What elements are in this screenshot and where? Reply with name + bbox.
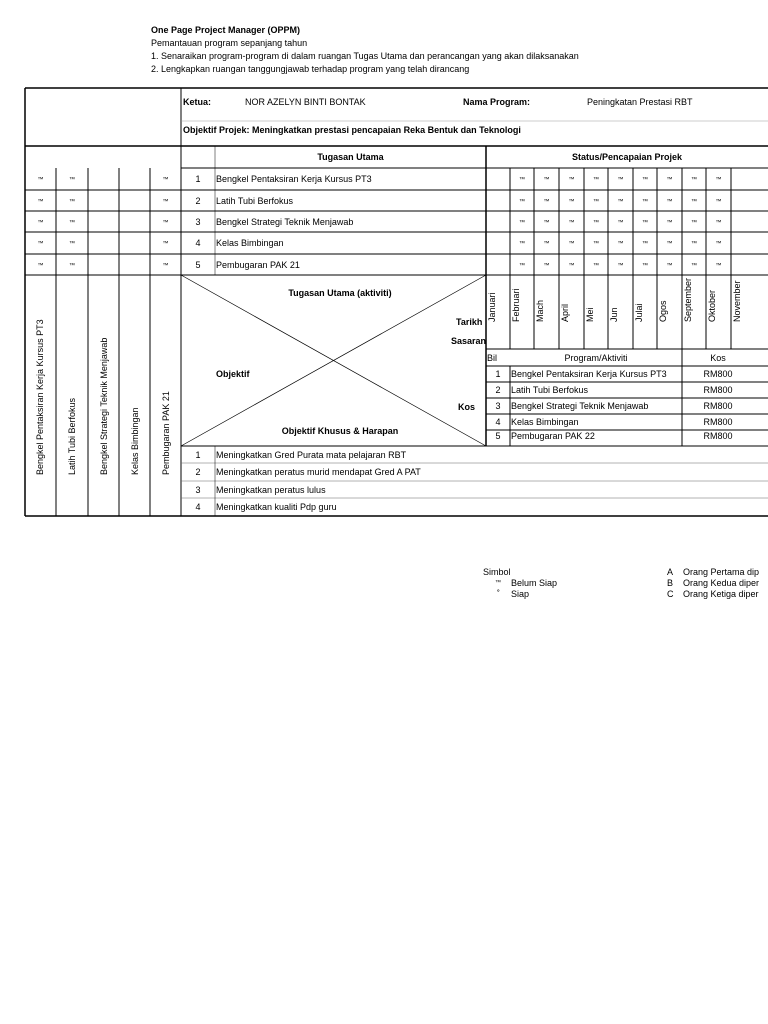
month-label: Jun	[609, 307, 619, 322]
legend-title: Simbol	[483, 567, 511, 577]
legend-symbol: ˚	[497, 589, 500, 599]
status-mark: ™	[642, 177, 648, 183]
status-mark: ™	[543, 263, 550, 269]
month-header	[707, 276, 719, 322]
objective-number: 1	[195, 450, 201, 460]
month-header	[585, 276, 597, 322]
status-mark: ™	[162, 220, 169, 226]
month-header	[487, 276, 499, 322]
objective-text: Meningkatkan peratus lulus	[216, 485, 326, 495]
cost-row-program: Kelas Bimbingan	[511, 417, 579, 427]
cost-row-program: Bengkel Strategi Teknik Menjawab	[511, 401, 649, 411]
cost-row-program: Latih Tubi Berfokus	[511, 385, 589, 395]
legend-label: Belum Siap	[511, 578, 558, 588]
cost-row-number: 3	[495, 401, 501, 411]
status-mark: ™	[568, 177, 575, 183]
month-label: Oktober	[707, 289, 717, 322]
legend-symbol: ™	[495, 580, 501, 586]
responsibility-label: Bengkel Pentaksiran Kerja Kursus PT3	[35, 319, 45, 475]
status-mark: ™	[568, 220, 575, 226]
objective-text: Meningkatkan Gred Purata mata pelajaran RBT	[216, 450, 407, 460]
status-mark: ™	[617, 263, 624, 269]
task-name: Latih Tubi Berfokus	[216, 196, 294, 206]
task-number: 3	[195, 217, 201, 227]
status-mark: ™	[715, 199, 722, 205]
status-mark: ™	[715, 263, 722, 269]
status-mark: ™	[691, 263, 697, 269]
cost-header-program: Program/Aktiviti	[564, 353, 628, 363]
status-mark: ™	[666, 177, 673, 183]
objective-number: 2	[195, 467, 201, 477]
responsibility-label: Bengkel Strategi Teknik Menjawab	[99, 337, 109, 475]
month-header	[560, 276, 572, 322]
task-number: 2	[195, 196, 201, 206]
tugasan-utama-heading: Tugasan Utama	[317, 152, 384, 162]
cost-row-program: Bengkel Pentaksiran Kerja Kursus PT3	[511, 369, 667, 379]
month-label: Januari	[487, 292, 497, 322]
status-mark: ™	[162, 241, 169, 247]
objective-number: 3	[195, 485, 201, 495]
cost-row-kos: RM800	[703, 431, 733, 441]
status-mark: ™	[691, 220, 697, 226]
task-name: Bengkel Pentaksiran Kerja Kursus PT3	[216, 174, 372, 184]
objective-number: 4	[195, 502, 201, 512]
role-label: Orang Pertama dip	[683, 567, 760, 577]
responsibility-label: Pembugaran PAK 21	[161, 391, 171, 475]
status-mark: ™	[691, 177, 697, 183]
cost-row-number: 4	[495, 417, 501, 427]
cost-row-kos: RM800	[703, 385, 733, 395]
month-header	[609, 276, 621, 322]
status-mark: ™	[642, 199, 648, 205]
month-header	[732, 276, 744, 322]
status-mark: ™	[691, 199, 697, 205]
cost-header-bil: Bil	[487, 353, 498, 363]
month-label: Februari	[511, 288, 521, 322]
status-mark: ™	[666, 220, 673, 226]
month-header	[511, 276, 523, 322]
status-mark: ™	[69, 263, 75, 269]
month-label: Ogos	[658, 300, 668, 322]
status-mark: ™	[519, 177, 525, 183]
status-heading: Status/Pencapaian Projek	[571, 152, 683, 162]
header-line: 2. Lengkapkan ruangan tanggungjawab terhadap program yang telah dirancang	[151, 64, 470, 74]
status-mark: ™	[666, 241, 673, 247]
matrix-bottom-label: Objektif Khusus & Harapan	[281, 426, 399, 436]
status-mark: ™	[666, 199, 673, 205]
status-mark: ™	[543, 199, 550, 205]
role-label: Orang Ketiga diper	[683, 589, 759, 599]
task-number: 4	[195, 238, 201, 248]
matrix-top-label: Tugasan Utama (aktiviti)	[288, 288, 392, 298]
cost-header-kos: Kos	[710, 353, 726, 363]
month-label: Mach	[535, 299, 545, 322]
month-label: April	[560, 303, 570, 322]
cost-row-kos: RM800	[703, 417, 733, 427]
status-mark: ™	[568, 199, 575, 205]
document-title: One Page Project Manager (OPPM)	[151, 25, 301, 35]
task-number: 5	[195, 260, 201, 270]
status-mark: ™	[642, 241, 648, 247]
header-line: Pemantauan program sepanjang tahun	[151, 38, 308, 48]
month-label: Julai	[634, 303, 644, 322]
status-mark: ™	[642, 220, 648, 226]
month-header	[634, 276, 646, 322]
matrix-sasaran-label: Sasaran	[451, 336, 487, 346]
role-key: A	[667, 567, 674, 577]
month-label: November	[732, 280, 742, 322]
status-mark: ™	[37, 220, 44, 226]
status-mark: ™	[543, 220, 550, 226]
status-mark: ™	[666, 263, 673, 269]
cost-row-program: Pembugaran PAK 22	[511, 431, 595, 441]
status-mark: ™	[593, 241, 599, 247]
month-label: Mei	[585, 307, 595, 322]
task-name: Pembugaran PAK 21	[216, 260, 300, 270]
task-name: Bengkel Strategi Teknik Menjawab	[216, 217, 354, 227]
status-mark: ™	[691, 241, 697, 247]
matrix-kos-label: Kos	[458, 402, 476, 412]
objective-text: Meningkatkan kualiti Pdp guru	[216, 502, 337, 512]
legend-label: Siap	[511, 589, 530, 599]
matrix-left-label: Objektif	[216, 369, 250, 379]
status-mark: ™	[519, 263, 525, 269]
header-line: 1. Senaraikan program-program di dalam ruangan Tugas Utama dan perancangan yang akan dilaksanakan	[151, 51, 579, 61]
status-mark: ™	[69, 177, 75, 183]
role-key: B	[667, 578, 674, 588]
role-label: Orang Kedua diper	[683, 578, 760, 588]
status-mark: ™	[37, 241, 44, 247]
status-mark: ™	[715, 177, 722, 183]
status-mark: ™	[617, 199, 624, 205]
status-mark: ™	[519, 199, 525, 205]
status-mark: ™	[617, 177, 624, 183]
status-mark: ™	[543, 177, 550, 183]
task-number: 1	[195, 174, 201, 184]
status-mark: ™	[617, 220, 624, 226]
cost-row-number: 2	[495, 385, 501, 395]
cost-row-number: 5	[495, 431, 501, 441]
status-mark: ™	[568, 263, 575, 269]
month-label: September	[683, 277, 693, 322]
responsibility-label: Latih Tubi Berfokus	[67, 397, 77, 475]
status-mark: ™	[642, 263, 648, 269]
status-mark: ™	[593, 177, 599, 183]
ketua-value: NOR AZELYN BINTI BONTAK	[245, 97, 366, 107]
month-header	[683, 276, 695, 322]
task-name: Kelas Bimbingan	[216, 238, 284, 248]
status-mark: ™	[715, 241, 722, 247]
status-mark: ™	[543, 241, 550, 247]
status-mark: ™	[37, 199, 44, 205]
matrix-tarikh-label: Tarikh	[456, 317, 483, 327]
month-header	[535, 276, 547, 322]
status-mark: ™	[37, 263, 44, 269]
status-mark: ™	[617, 241, 624, 247]
responsibility-label: Kelas Bimbingan	[130, 407, 140, 475]
objektif-projek: Objektif Projek: Meningkatkan prestasi pencapaian Reka Bentuk dan Teknologi	[183, 125, 521, 135]
status-mark: ™	[715, 220, 722, 226]
cost-row-number: 1	[495, 369, 501, 379]
status-mark: ™	[37, 177, 44, 183]
status-mark: ™	[162, 199, 169, 205]
role-key: C	[667, 589, 674, 599]
program-label: Nama Program:	[463, 97, 531, 107]
program-value: Peningkatan Prestasi RBT	[587, 97, 693, 107]
status-mark: ™	[69, 199, 75, 205]
status-mark: ™	[69, 220, 75, 226]
status-mark: ™	[593, 263, 599, 269]
cost-row-kos: RM800	[703, 369, 733, 379]
status-mark: ™	[162, 177, 169, 183]
cost-row-kos: RM800	[703, 401, 733, 411]
ketua-label: Ketua:	[183, 97, 212, 107]
status-mark: ™	[568, 241, 575, 247]
month-header	[658, 276, 670, 322]
status-mark: ™	[593, 199, 599, 205]
objective-text: Meningkatkan peratus murid mendapat Gred A PAT	[216, 467, 421, 477]
status-mark: ™	[519, 220, 525, 226]
status-mark: ™	[519, 241, 525, 247]
status-mark: ™	[162, 263, 169, 269]
status-mark: ™	[593, 220, 599, 226]
status-mark: ™	[69, 241, 75, 247]
